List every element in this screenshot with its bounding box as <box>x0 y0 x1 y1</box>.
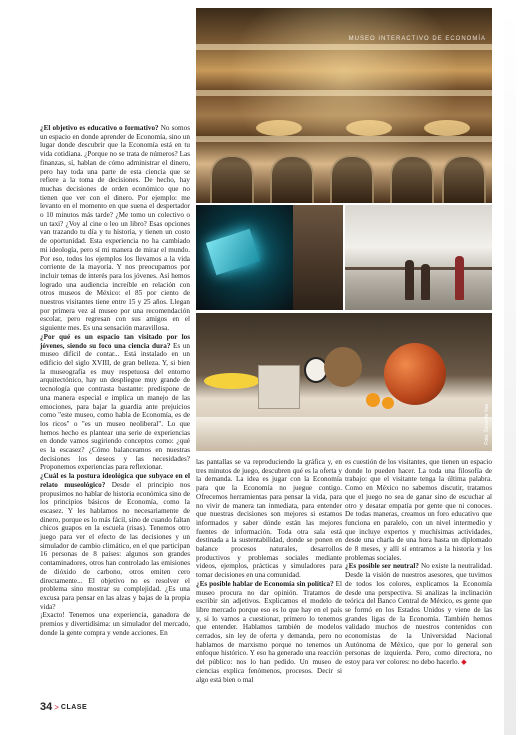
visitors-photo <box>345 205 492 310</box>
page-edge-shadow <box>504 0 516 735</box>
page-folio <box>40 701 87 713</box>
paragraph: ¿Es posible ser neutral? No existe la neutralidad. Desde la visión de nuestros asesores, que tuvimos de todos los colores, explicamos la Economía desde una perspectiva. Si analizas la inclinación teórica del Banco Central de México, es gente que se formó en los Estados Unidos y viene de las grandes ligas de la Economía. También hemos validado muchos de nuestros contenidos con economistas de la Universidad Nacional Autónoma de México, que por lo general son personas de izquierda. Pero, como directora, no estoy para ver colores: no debo hacerlo. ◆ <box>345 562 492 667</box>
display-screen <box>206 229 260 276</box>
page-number: 34 <box>40 701 53 713</box>
museum-atrium-photo <box>196 8 492 203</box>
paragraph: las pantallas se va reproduciendo la gráfica y, en tres minutos de juego, descubren qué es la oferta y la demanda. La idea es jugar con la Economía para que la Economía no juegue contigo. Ofrecemos herramientas para pensar la vida, para no vivir de manera tan inmediata, para entender que nuestras decisiones son mejores si estamos informados y saber dónde están las mejores fuentes de información. Toda otra sala está destinada a la sustentabilidad, donde se ponen en balance procesos naturales, desarrollos productivos y problemas sociales mediante videos, ejemplos, prácticas y simuladores para tomar decisiones en una comunidad. <box>196 458 342 580</box>
end-of-article-icon: ◆ <box>461 658 467 667</box>
arrow-icon: > <box>54 702 59 712</box>
basketball <box>384 343 446 405</box>
interactive-screen-photo <box>196 205 343 310</box>
paragraph: es cuestión de los visitantes, que tienen un espacio donde lo pueden hacer. La toda una filosofía de trabajo: que el visitante tenga la última palabra. Como en México no sabemos discutir, tratamos que el juego no sea de ganar sino de escuchar al otro y desatar empatía por gente que ni conoces. De todas maneras, creamos un foro educativo que funciona en paralelo, con un nivel intermedio y que incluye expertos y muchísimas actividades, desde una charla de una hora hasta un diplomado de 8 meses, y allí sí entramos a la historia y los problemas sociales. <box>345 458 492 562</box>
paragraph: ¿Por qué es un espacio tan visitado por los jóvenes, siendo su foco una ciencia dura? Es un museo difícil de contar... Está instalado en un edificio del siglo XVIII, de gran belleza. Y, si bien la museografía es muy respetuosa del entorno arquitectónico, hay un despliegue muy grande de tecnología que contrasta bastante: predispone de una manera especial e implica un manejo de las emociones, para bajar la guardia ante prejuicios como "este museo, como habla de Economía, es de los ricos" o "es un museo neoliberal". Lo que hemos hecho es plantear una serie de experiencias en donde vamos sugiriendo conceptos como: ¿qué es la escasez? ¿Cómo balanceamos en nuestras decisiones los deseos y las necesidades? Proponemos experiencias para reflexionar. <box>40 332 190 472</box>
paragraph: ¿Cuál es la postura ideológica que subyace en el relato museológico? Desde el principio nos propusimos no hablar de historia económica sino de los principios básicos de Economía, como la escasez. Y les hablamos no necesariamente de dinero, porque es lo más fácil, sino de cuando faltan chicos guapos en la escuela (risas). Tenemos otro juego para ver el efecto de las decisiones y un simulador de cambio climático, en el que participan 16 personas de 8 países: algunos son grandes contaminadores, otros han controlado las emisiones de dióxido de carbono, otros emiten cero directamente... El objetivo no es resolver el problema sino mostrar su complejidad. ¿Es una excusa para pensar en las alzas y bajas de la propia vida? <box>40 472 190 611</box>
photo-credit: Foto: Gerardo Vas <box>484 404 490 445</box>
paragraph: ¿Es posible hablar de Economía sin política? El museo procura no dar opinión. Tratamos de escribir sin adjetivos. Explicamos el modelo de libre mercado porque eso es lo que hay en el país y, si lo vamos a cuestionar, primero lo tenemos que entender. Hablamos también de modelos cerrados, sin ley de oferta y demanda, pero no hablamos de marxismo porque no tenemos un enfoque histórico. Y eso ha generado una reacción del público: nos lo han pedido. Un museo de ciencias explica fenómenos, procesos. Decir si algo está bien o mal <box>196 579 342 684</box>
article-column-2 <box>196 458 342 684</box>
article-column-1 <box>40 124 190 637</box>
magazine-name: CLASE <box>60 703 88 711</box>
exhibit-objects-photo <box>196 313 492 451</box>
paragraph: ¡Exacto! Tenemos una experiencia, ganadora de premios y divertidísima: un simulador del mercado, donde la gente compra y vende acciones. En <box>40 611 190 637</box>
photo-signature: MUSEO INTERACTIVO DE ECONOMÍA <box>348 36 486 42</box>
article-column-3 <box>345 458 492 667</box>
paragraph: ¿El objetivo es educativo o formativo? No somos un espacio en donde aprender de Economía, sino un lugar donde descubrir que la Economía está en tu vida cotidiana. ¿Porque no se trata de números? Las finanzas, sí, hablan de cómo administrar el dinero, pero hay toda una parte de esta ciencia que se refiere a la toma de decisiones. De hecho, hay muchas decisiones de orden económico que no tienen que ver con el dinero. Por ejemplo: me levanto en el momento en que suena el despertador o 10 minutos más tarde? ¿Me tomo un colectivo o un taxi? ¿Voy al cine o leo un libro? Esas opciones van trazando tu día y tu historia, y tienen un costo de oportunidad. Esta experiencia no ha cambiado mi ideología, pero sí mi manera de mirar el mundo. Por eso, todos los ejemplos los llevamos a la vida corriente de la mayoría. Y nos preocupamos por incluir temas de interés para los jóvenes. Así hemos logrado una audiencia increíble en relación con otros museos de México: el 85 por ciento de nuestros visitantes tiene entre 15 y 25 años. Llegan por primera vez al museo por una recomendación escolar, pero regresan con sus amigos en el siguiente mes. Es una sensación maravillosa. <box>40 124 190 333</box>
